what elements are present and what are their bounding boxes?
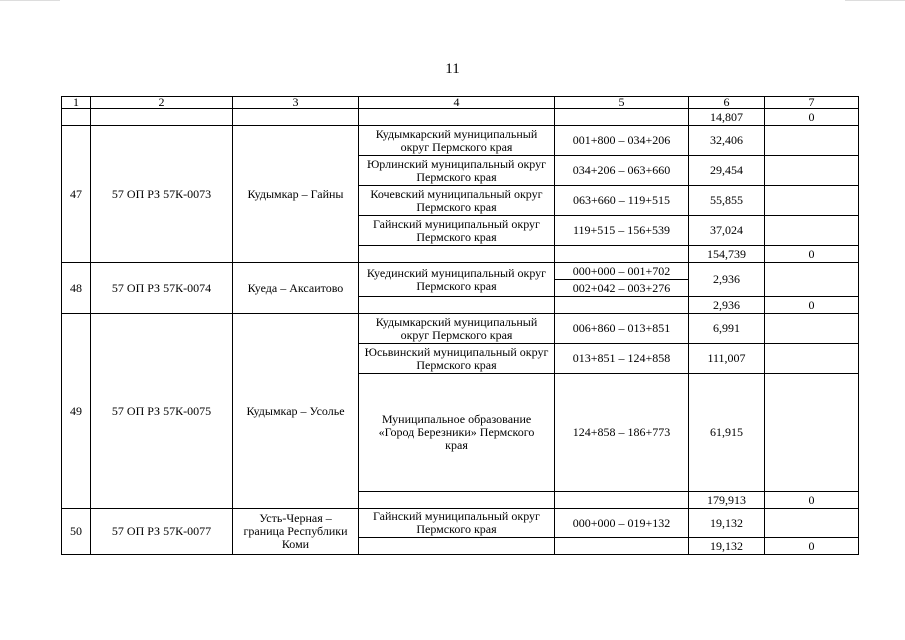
length-value: 6,991 xyxy=(689,314,765,344)
district-name: Муниципальное образование «Город Березники» Пермского края xyxy=(359,374,555,492)
length-value: 37,024 xyxy=(689,216,765,246)
length-value: 55,855 xyxy=(689,186,765,216)
table-row xyxy=(62,263,859,280)
col7-value: 0 xyxy=(765,109,859,126)
header-cell: 6 xyxy=(689,97,765,109)
length-total: 19,132 xyxy=(689,538,765,555)
empty-cell xyxy=(765,344,859,374)
length-value: 2,936 xyxy=(689,263,765,297)
empty-cell xyxy=(765,186,859,216)
page-number: 11 xyxy=(445,61,460,77)
km-range: 002+042 – 003+276 xyxy=(555,280,689,297)
table-header-row xyxy=(62,97,859,109)
length-value: 111,007 xyxy=(689,344,765,374)
empty-cell xyxy=(765,156,859,186)
roads-table xyxy=(61,96,859,555)
table-row xyxy=(62,126,859,156)
table-row xyxy=(62,109,859,126)
road-name: Усть-Черная – граница Республики Коми xyxy=(233,509,359,555)
road-code: 57 ОП РЗ 57К-0077 xyxy=(91,509,233,555)
empty-cell xyxy=(359,109,555,126)
road-code: 57 ОП РЗ 57К-0073 xyxy=(91,126,233,263)
district-name: Гайнский муниципальный округ Пермского края xyxy=(359,509,555,538)
road-code: 57 ОП РЗ 57К-0075 xyxy=(91,314,233,509)
empty-cell xyxy=(359,538,555,555)
district-name: Гайнский муниципальный округ Пермского края xyxy=(359,216,555,246)
scan-edge-right xyxy=(845,0,905,1)
road-name: Кудымкар – Гайны xyxy=(233,126,359,263)
empty-cell xyxy=(765,509,859,538)
district-name: Кудымкарский муниципальный округ Пермского края xyxy=(359,314,555,344)
road-code: 57 ОП РЗ 57К-0074 xyxy=(91,263,233,314)
empty-cell xyxy=(62,109,91,126)
length-value: 32,406 xyxy=(689,126,765,156)
empty-cell xyxy=(555,109,689,126)
district-name: Юрлинский муниципальный округ Пермского края xyxy=(359,156,555,186)
km-range: 006+860 – 013+851 xyxy=(555,314,689,344)
length-value: 19,132 xyxy=(689,509,765,538)
km-range: 013+851 – 124+858 xyxy=(555,344,689,374)
empty-cell xyxy=(359,297,555,314)
km-range: 063+660 – 119+515 xyxy=(555,186,689,216)
row-number: 49 xyxy=(62,314,91,509)
length-total: 179,913 xyxy=(689,492,765,509)
district-name: Кочевский муниципальный округ Пермского края xyxy=(359,186,555,216)
empty-cell xyxy=(555,246,689,263)
road-name: Кудымкар – Усолье xyxy=(233,314,359,509)
district-name: Юсьвинский муниципальный округ Пермского края xyxy=(359,344,555,374)
empty-cell xyxy=(233,109,359,126)
length-total: 2,936 xyxy=(689,297,765,314)
table-row xyxy=(62,314,859,344)
empty-cell xyxy=(765,314,859,344)
length-total: 154,739 xyxy=(689,246,765,263)
empty-cell xyxy=(765,374,859,492)
empty-cell xyxy=(555,538,689,555)
km-range: 000+000 – 019+132 xyxy=(555,509,689,538)
km-range: 001+800 – 034+206 xyxy=(555,126,689,156)
empty-cell xyxy=(359,492,555,509)
row-number: 47 xyxy=(62,126,91,263)
header-cell: 4 xyxy=(359,97,555,109)
length-value: 29,454 xyxy=(689,156,765,186)
road-name: Куеда – Аксаитово xyxy=(233,263,359,314)
scan-edge-left xyxy=(0,0,60,1)
header-cell: 2 xyxy=(91,97,233,109)
km-range: 119+515 – 156+539 xyxy=(555,216,689,246)
table-row xyxy=(62,509,859,538)
empty-cell xyxy=(555,297,689,314)
empty-cell xyxy=(91,109,233,126)
km-range: 034+206 – 063+660 xyxy=(555,156,689,186)
col7-value: 0 xyxy=(765,297,859,314)
km-range: 124+858 – 186+773 xyxy=(555,374,689,492)
header-cell: 5 xyxy=(555,97,689,109)
empty-cell xyxy=(555,492,689,509)
empty-cell xyxy=(765,216,859,246)
col7-value: 0 xyxy=(765,492,859,509)
district-name: Куединский муниципальный округ Пермского края xyxy=(359,263,555,297)
empty-cell xyxy=(765,263,859,297)
district-name: Кудымкарский муниципальный округ Пермского края xyxy=(359,126,555,156)
header-cell: 1 xyxy=(62,97,91,109)
empty-cell xyxy=(359,246,555,263)
km-range: 000+000 – 001+702 xyxy=(555,263,689,280)
row-number: 48 xyxy=(62,263,91,314)
length-total: 14,807 xyxy=(689,109,765,126)
header-cell: 7 xyxy=(765,97,859,109)
col7-value: 0 xyxy=(765,246,859,263)
row-number: 50 xyxy=(62,509,91,555)
empty-cell xyxy=(765,126,859,156)
header-cell: 3 xyxy=(233,97,359,109)
col7-value: 0 xyxy=(765,538,859,555)
length-value: 61,915 xyxy=(689,374,765,492)
